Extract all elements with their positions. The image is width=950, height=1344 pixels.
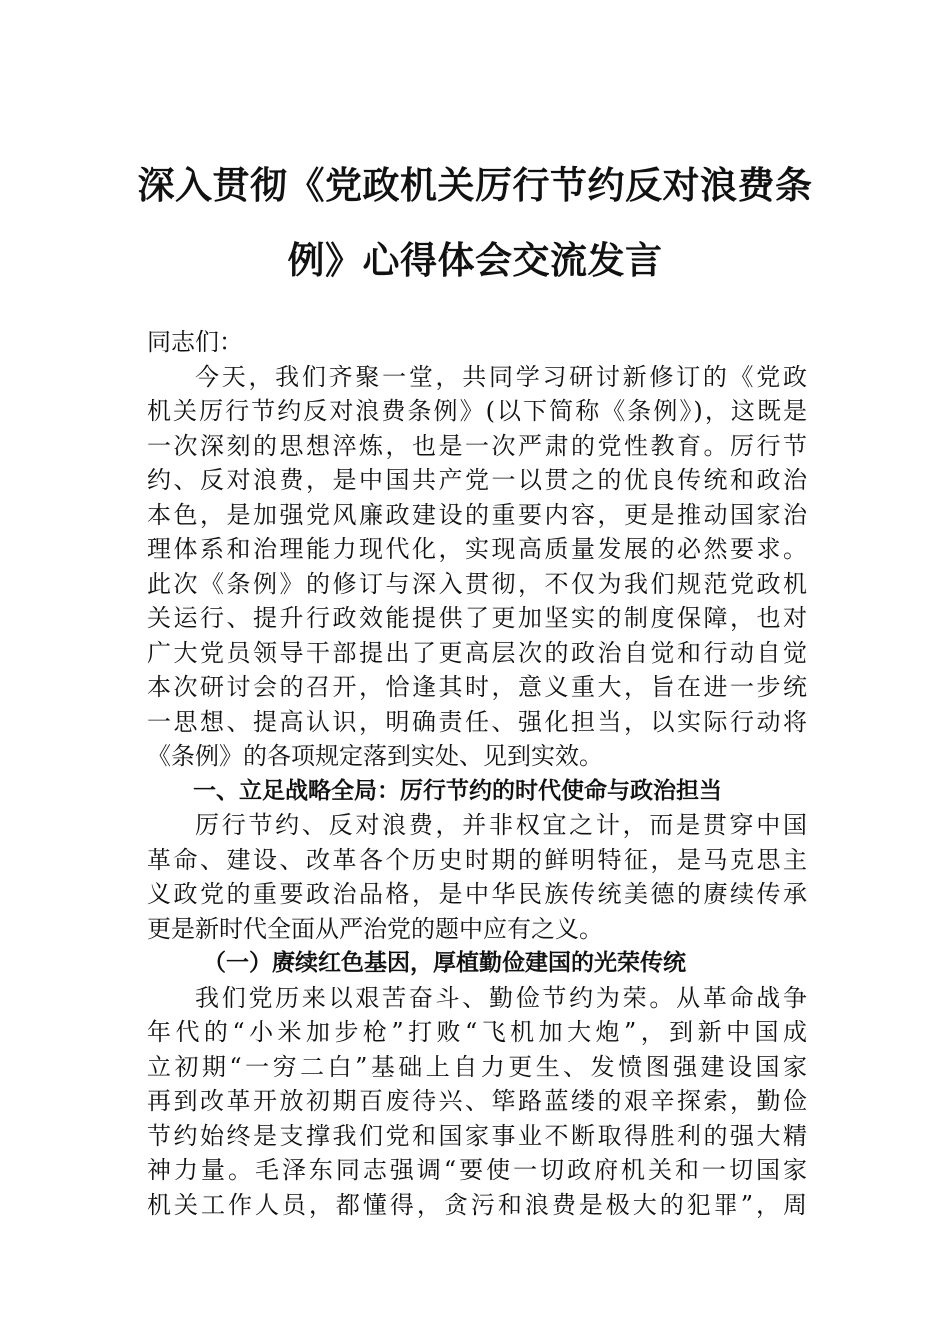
paragraph-1-line: 机关厉行节约反对浪费条例》(以下简称《条例》)，这既是 — [147, 397, 807, 425]
paragraph-3-line: 神力量。毛泽东同志强调“要使一切政府机关和一切国家 — [147, 1156, 807, 1184]
paragraph-3-line: 立初期“一穷二白”基础上自力更生、发愤图强建设国家 — [147, 1052, 807, 1081]
salutation: 同志们： — [147, 328, 243, 356]
paragraph-1-line: 今天，我们齐聚一堂，共同学习研讨新修订的《党政 — [195, 362, 807, 391]
paragraph-1-line: 此次《条例》的修订与深入贯彻，不仅为我们规范党政机 — [147, 569, 807, 598]
paragraph-2-line: 厉行节约、反对浪费，并非权宜之计，而是贯穿中国 — [195, 811, 807, 839]
paragraph-3-line: 年代的“小米加步枪”打败“飞机加大炮”，到新中国成 — [147, 1018, 807, 1046]
title-line-1: 深入贯彻《党政机关厉行节约反对浪费条 — [137, 164, 813, 207]
paragraph-1-line: 本次研讨会的召开，恰逢其时，意义重大，旨在进一步统 — [147, 673, 807, 701]
document-title — [130, 148, 820, 298]
paragraph-3-line: 我们党历来以艰苦奋斗、勤俭节约为荣。从革命战争 — [195, 983, 807, 1012]
paragraph-1-line: 关运行、提升行政效能提供了更加坚实的制度保障，也对 — [147, 604, 807, 632]
subsection-heading-1: （一）赓续红色基因，厚植勤俭建国的光荣传统 — [203, 949, 686, 976]
paragraph-1-line: 一思想、提高认识，明确责任、强化担当，以实际行动将 — [147, 707, 807, 736]
paragraph-1-line: 一次深刻的思想淬炼，也是一次严肃的党性教育。厉行节 — [147, 431, 807, 460]
paragraph-2-line: 更是新时代全面从严治党的题中应有之义。 — [147, 914, 603, 943]
title-line-2: 例》心得体会交流发言 — [287, 239, 663, 282]
document-body — [147, 325, 807, 1222]
paragraph-1-line: 本色，是加强党风廉政建设的重要内容，更是推动国家治 — [147, 500, 807, 529]
paragraph-3-line: 再到改革开放初期百废待兴、筚路蓝缕的艰辛探索，勤俭 — [147, 1087, 807, 1115]
paragraph-1-line: 约、反对浪费，是中国共产党一以贯之的优良传统和政治 — [147, 466, 807, 494]
paragraph-1-line: 广大党员领导干部提出了更高层次的政治自觉和行动自觉 — [147, 638, 807, 667]
paragraph-2-line: 革命、建设、改革各个历史时期的鲜明特征，是马克思主 — [147, 845, 807, 874]
paragraph-1-line: 《条例》的各项规定落到实处、见到实效。 — [147, 742, 603, 770]
paragraph-3-line: 机关工作人员，都懂得，贪污和浪费是极大的犯罪”，周 — [147, 1190, 807, 1219]
paragraph-2-line: 义政党的重要政治品格，是中华民族传统美德的赓续传承 — [147, 880, 807, 908]
section-heading-1: 一、立足战略全局：厉行节约的时代使命与政治担当 — [193, 777, 722, 804]
paragraph-3-line: 节约始终是支撑我们党和国家事业不断取得胜利的强大精 — [147, 1121, 807, 1150]
paragraph-1-line: 理体系和治理能力现代化，实现高质量发展的必然要求。 — [147, 535, 807, 563]
